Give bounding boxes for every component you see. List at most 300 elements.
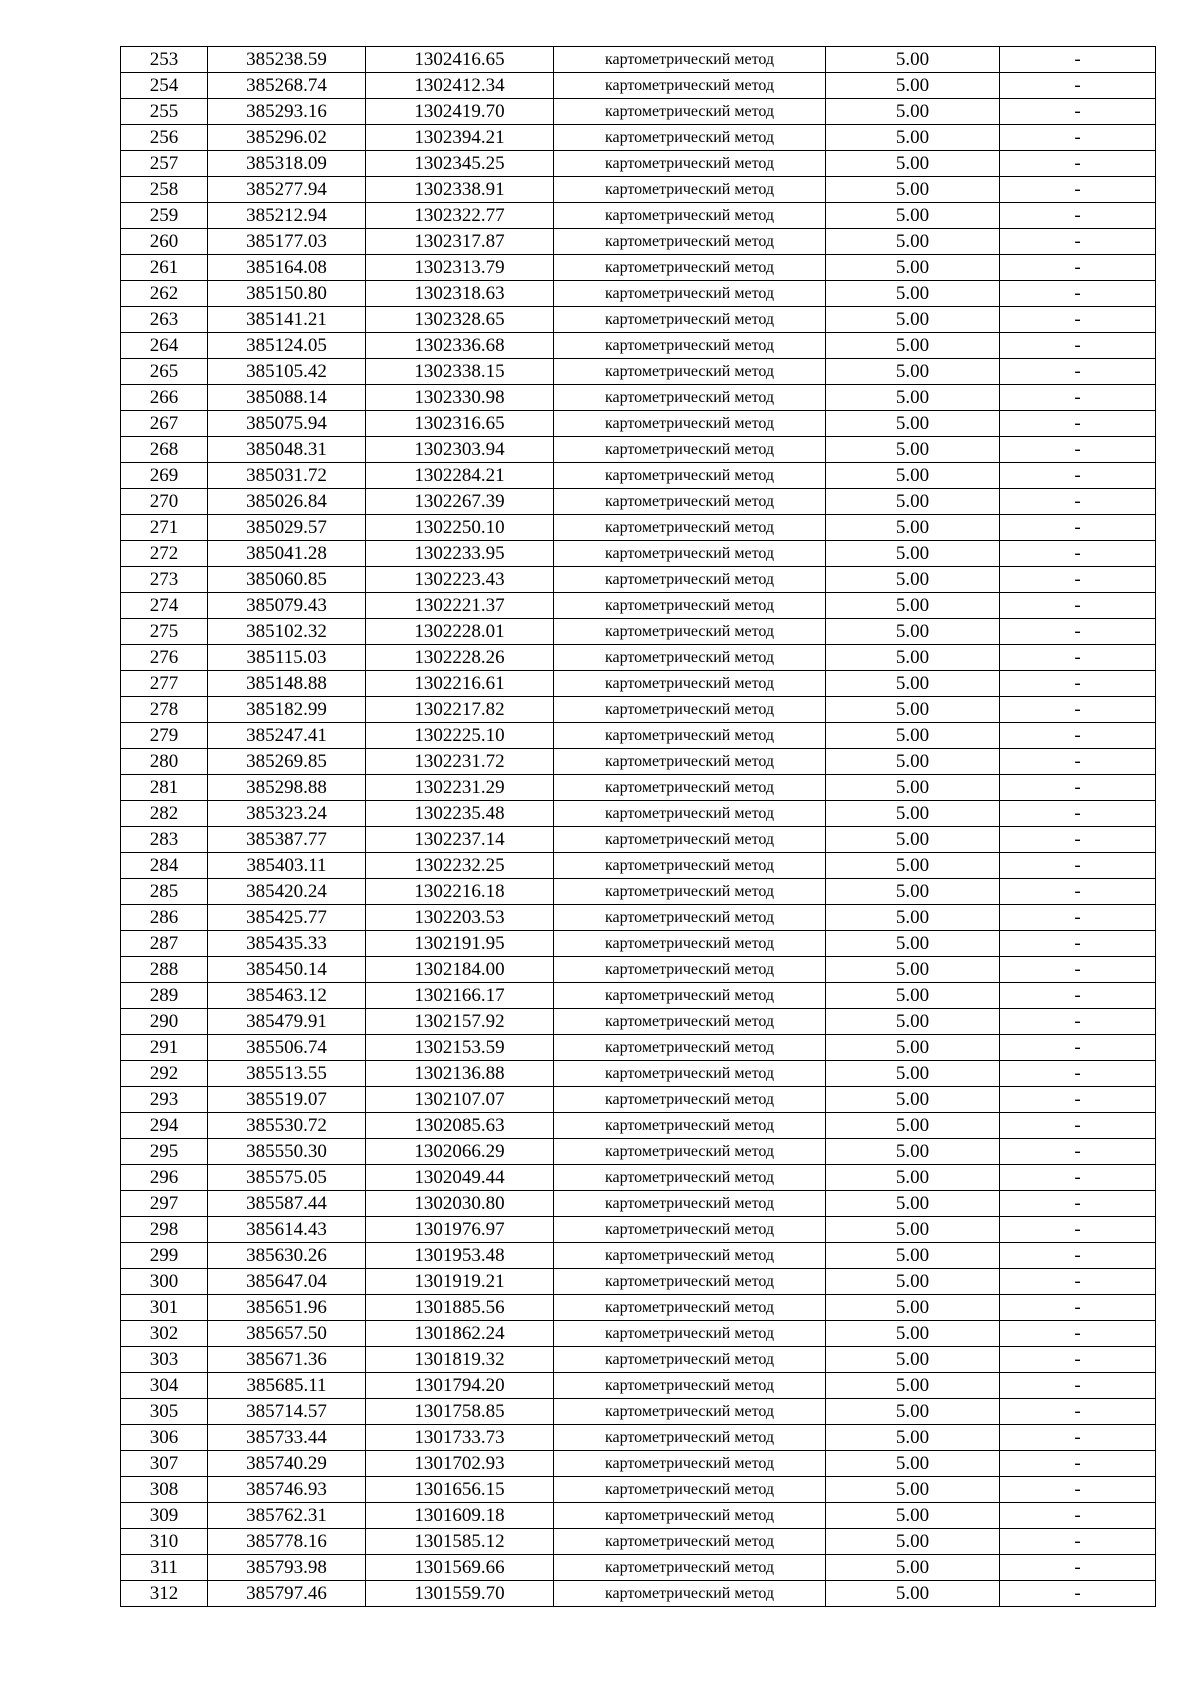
note-cell: - (1000, 1191, 1156, 1217)
table-row (121, 619, 1156, 645)
point-number-cell: 311 (121, 1555, 208, 1581)
table-row (121, 281, 1156, 307)
method-cell: картометрический метод (554, 1555, 826, 1581)
table-row (121, 1217, 1156, 1243)
x-coordinate-cell: 385420.24 (208, 879, 366, 905)
note-cell: - (1000, 879, 1156, 905)
table-row (121, 1035, 1156, 1061)
method-cell: картометрический метод (554, 333, 826, 359)
method-cell: картометрический метод (554, 541, 826, 567)
method-cell: картометрический метод (554, 1477, 826, 1503)
table-row (121, 359, 1156, 385)
accuracy-cell: 5.00 (826, 1113, 1000, 1139)
y-coordinate-cell: 1302049.44 (366, 1165, 554, 1191)
note-cell: - (1000, 47, 1156, 73)
table-row (121, 1373, 1156, 1399)
x-coordinate-cell: 385630.26 (208, 1243, 366, 1269)
method-cell: картометрический метод (554, 1425, 826, 1451)
table-row (121, 47, 1156, 73)
y-coordinate-cell: 1301585.12 (366, 1529, 554, 1555)
table-row (121, 437, 1156, 463)
y-coordinate-cell: 1302231.72 (366, 749, 554, 775)
table-row (121, 1477, 1156, 1503)
x-coordinate-cell: 385793.98 (208, 1555, 366, 1581)
x-coordinate-cell: 385762.31 (208, 1503, 366, 1529)
x-coordinate-cell: 385268.74 (208, 73, 366, 99)
y-coordinate-cell: 1302330.98 (366, 385, 554, 411)
note-cell: - (1000, 1321, 1156, 1347)
y-coordinate-cell: 1301919.21 (366, 1269, 554, 1295)
x-coordinate-cell: 385797.46 (208, 1581, 366, 1607)
point-number-cell: 284 (121, 853, 208, 879)
table-row (121, 671, 1156, 697)
method-cell: картометрический метод (554, 125, 826, 151)
method-cell: картометрический метод (554, 1347, 826, 1373)
table-row (121, 1425, 1156, 1451)
accuracy-cell: 5.00 (826, 489, 1000, 515)
point-number-cell: 261 (121, 255, 208, 281)
note-cell: - (1000, 1503, 1156, 1529)
point-number-cell: 294 (121, 1113, 208, 1139)
x-coordinate-cell: 385298.88 (208, 775, 366, 801)
table-row (121, 1269, 1156, 1295)
y-coordinate-cell: 1302228.01 (366, 619, 554, 645)
method-cell: картометрический метод (554, 853, 826, 879)
note-cell: - (1000, 1399, 1156, 1425)
accuracy-cell: 5.00 (826, 411, 1000, 437)
y-coordinate-cell: 1301862.24 (366, 1321, 554, 1347)
method-cell: картометрический метод (554, 203, 826, 229)
accuracy-cell: 5.00 (826, 1399, 1000, 1425)
accuracy-cell: 5.00 (826, 1555, 1000, 1581)
x-coordinate-cell: 385182.99 (208, 697, 366, 723)
note-cell: - (1000, 931, 1156, 957)
accuracy-cell: 5.00 (826, 541, 1000, 567)
table-row (121, 125, 1156, 151)
point-number-cell: 270 (121, 489, 208, 515)
table-row (121, 645, 1156, 671)
accuracy-cell: 5.00 (826, 1165, 1000, 1191)
table-row (121, 177, 1156, 203)
method-cell: картометрический метод (554, 905, 826, 931)
point-number-cell: 286 (121, 905, 208, 931)
method-cell: картометрический метод (554, 1503, 826, 1529)
y-coordinate-cell: 1302338.15 (366, 359, 554, 385)
accuracy-cell: 5.00 (826, 1347, 1000, 1373)
method-cell: картометрический метод (554, 697, 826, 723)
method-cell: картометрический метод (554, 463, 826, 489)
accuracy-cell: 5.00 (826, 749, 1000, 775)
x-coordinate-cell: 385513.55 (208, 1061, 366, 1087)
y-coordinate-cell: 1302223.43 (366, 567, 554, 593)
accuracy-cell: 5.00 (826, 983, 1000, 1009)
method-cell: картометрический метод (554, 281, 826, 307)
note-cell: - (1000, 957, 1156, 983)
y-coordinate-cell: 1302184.00 (366, 957, 554, 983)
accuracy-cell: 5.00 (826, 593, 1000, 619)
method-cell: картометрический метод (554, 1191, 826, 1217)
point-number-cell: 267 (121, 411, 208, 437)
point-number-cell: 255 (121, 99, 208, 125)
point-number-cell: 266 (121, 385, 208, 411)
x-coordinate-cell: 385141.21 (208, 307, 366, 333)
y-coordinate-cell: 1301733.73 (366, 1425, 554, 1451)
accuracy-cell: 5.00 (826, 73, 1000, 99)
point-number-cell: 299 (121, 1243, 208, 1269)
x-coordinate-cell: 385463.12 (208, 983, 366, 1009)
y-coordinate-cell: 1302030.80 (366, 1191, 554, 1217)
accuracy-cell: 5.00 (826, 957, 1000, 983)
y-coordinate-cell: 1302419.70 (366, 99, 554, 125)
table-row (121, 723, 1156, 749)
accuracy-cell: 5.00 (826, 827, 1000, 853)
table-row (121, 879, 1156, 905)
note-cell: - (1000, 983, 1156, 1009)
point-number-cell: 310 (121, 1529, 208, 1555)
accuracy-cell: 5.00 (826, 697, 1000, 723)
accuracy-cell: 5.00 (826, 853, 1000, 879)
point-number-cell: 280 (121, 749, 208, 775)
point-number-cell: 291 (121, 1035, 208, 1061)
point-number-cell: 304 (121, 1373, 208, 1399)
point-number-cell: 265 (121, 359, 208, 385)
point-number-cell: 264 (121, 333, 208, 359)
y-coordinate-cell: 1302136.88 (366, 1061, 554, 1087)
y-coordinate-cell: 1302153.59 (366, 1035, 554, 1061)
method-cell: картометрический метод (554, 1451, 826, 1477)
method-cell: картометрический метод (554, 1321, 826, 1347)
y-coordinate-cell: 1302267.39 (366, 489, 554, 515)
accuracy-cell: 5.00 (826, 879, 1000, 905)
method-cell: картометрический метод (554, 749, 826, 775)
y-coordinate-cell: 1302416.65 (366, 47, 554, 73)
accuracy-cell: 5.00 (826, 47, 1000, 73)
y-coordinate-cell: 1301976.97 (366, 1217, 554, 1243)
note-cell: - (1000, 463, 1156, 489)
note-cell: - (1000, 697, 1156, 723)
point-number-cell: 301 (121, 1295, 208, 1321)
method-cell: картометрический метод (554, 567, 826, 593)
method-cell: картометрический метод (554, 1009, 826, 1035)
note-cell: - (1000, 411, 1156, 437)
accuracy-cell: 5.00 (826, 333, 1000, 359)
point-number-cell: 312 (121, 1581, 208, 1607)
note-cell: - (1000, 1165, 1156, 1191)
table-row (121, 1139, 1156, 1165)
y-coordinate-cell: 1302394.21 (366, 125, 554, 151)
note-cell: - (1000, 203, 1156, 229)
x-coordinate-cell: 385269.85 (208, 749, 366, 775)
table-row (121, 1165, 1156, 1191)
table-row (121, 775, 1156, 801)
accuracy-cell: 5.00 (826, 307, 1000, 333)
note-cell: - (1000, 1243, 1156, 1269)
note-cell: - (1000, 333, 1156, 359)
note-cell: - (1000, 1035, 1156, 1061)
y-coordinate-cell: 1302232.25 (366, 853, 554, 879)
point-number-cell: 259 (121, 203, 208, 229)
note-cell: - (1000, 619, 1156, 645)
y-coordinate-cell: 1302217.82 (366, 697, 554, 723)
method-cell: картометрический метод (554, 1035, 826, 1061)
y-coordinate-cell: 1301819.32 (366, 1347, 554, 1373)
method-cell: картометрический метод (554, 1061, 826, 1087)
method-cell: картометрический метод (554, 359, 826, 385)
note-cell: - (1000, 1087, 1156, 1113)
y-coordinate-cell: 1302317.87 (366, 229, 554, 255)
accuracy-cell: 5.00 (826, 775, 1000, 801)
accuracy-cell: 5.00 (826, 619, 1000, 645)
x-coordinate-cell: 385102.32 (208, 619, 366, 645)
accuracy-cell: 5.00 (826, 1581, 1000, 1607)
method-cell: картометрический метод (554, 619, 826, 645)
y-coordinate-cell: 1302235.48 (366, 801, 554, 827)
point-number-cell: 275 (121, 619, 208, 645)
note-cell: - (1000, 99, 1156, 125)
table-row (121, 1009, 1156, 1035)
x-coordinate-cell: 385479.91 (208, 1009, 366, 1035)
point-number-cell: 269 (121, 463, 208, 489)
method-cell: картометрический метод (554, 1243, 826, 1269)
y-coordinate-cell: 1301953.48 (366, 1243, 554, 1269)
accuracy-cell: 5.00 (826, 1477, 1000, 1503)
point-number-cell: 260 (121, 229, 208, 255)
x-coordinate-cell: 385296.02 (208, 125, 366, 151)
table-row (121, 697, 1156, 723)
note-cell: - (1000, 905, 1156, 931)
note-cell: - (1000, 1061, 1156, 1087)
method-cell: картометрический метод (554, 1529, 826, 1555)
note-cell: - (1000, 645, 1156, 671)
y-coordinate-cell: 1302228.26 (366, 645, 554, 671)
note-cell: - (1000, 1269, 1156, 1295)
y-coordinate-cell: 1302328.65 (366, 307, 554, 333)
note-cell: - (1000, 307, 1156, 333)
point-number-cell: 309 (121, 1503, 208, 1529)
y-coordinate-cell: 1302166.17 (366, 983, 554, 1009)
x-coordinate-cell: 385277.94 (208, 177, 366, 203)
x-coordinate-cell: 385212.94 (208, 203, 366, 229)
y-coordinate-cell: 1302157.92 (366, 1009, 554, 1035)
coordinates-table-body (121, 47, 1156, 1607)
x-coordinate-cell: 385164.08 (208, 255, 366, 281)
point-number-cell: 263 (121, 307, 208, 333)
note-cell: - (1000, 801, 1156, 827)
x-coordinate-cell: 385115.03 (208, 645, 366, 671)
x-coordinate-cell: 385026.84 (208, 489, 366, 515)
x-coordinate-cell: 385685.11 (208, 1373, 366, 1399)
accuracy-cell: 5.00 (826, 1061, 1000, 1087)
y-coordinate-cell: 1302107.07 (366, 1087, 554, 1113)
y-coordinate-cell: 1301885.56 (366, 1295, 554, 1321)
method-cell: картометрический метод (554, 47, 826, 73)
y-coordinate-cell: 1302313.79 (366, 255, 554, 281)
method-cell: картометрический метод (554, 879, 826, 905)
note-cell: - (1000, 723, 1156, 749)
x-coordinate-cell: 385075.94 (208, 411, 366, 437)
x-coordinate-cell: 385425.77 (208, 905, 366, 931)
note-cell: - (1000, 281, 1156, 307)
accuracy-cell: 5.00 (826, 1321, 1000, 1347)
method-cell: картометрический метод (554, 73, 826, 99)
method-cell: картометрический метод (554, 1165, 826, 1191)
table-row (121, 567, 1156, 593)
table-row (121, 1087, 1156, 1113)
method-cell: картометрический метод (554, 827, 826, 853)
method-cell: картометрический метод (554, 177, 826, 203)
point-number-cell: 253 (121, 47, 208, 73)
table-row (121, 151, 1156, 177)
point-number-cell: 290 (121, 1009, 208, 1035)
point-number-cell: 287 (121, 931, 208, 957)
table-row (121, 385, 1156, 411)
point-number-cell: 306 (121, 1425, 208, 1451)
x-coordinate-cell: 385031.72 (208, 463, 366, 489)
note-cell: - (1000, 229, 1156, 255)
y-coordinate-cell: 1301569.66 (366, 1555, 554, 1581)
x-coordinate-cell: 385060.85 (208, 567, 366, 593)
x-coordinate-cell: 385150.80 (208, 281, 366, 307)
table-row (121, 255, 1156, 281)
method-cell: картометрический метод (554, 983, 826, 1009)
x-coordinate-cell: 385651.96 (208, 1295, 366, 1321)
note-cell: - (1000, 853, 1156, 879)
accuracy-cell: 5.00 (826, 1373, 1000, 1399)
method-cell: картометрический метод (554, 1269, 826, 1295)
accuracy-cell: 5.00 (826, 1009, 1000, 1035)
x-coordinate-cell: 385323.24 (208, 801, 366, 827)
accuracy-cell: 5.00 (826, 151, 1000, 177)
point-number-cell: 274 (121, 593, 208, 619)
y-coordinate-cell: 1302322.77 (366, 203, 554, 229)
method-cell: картометрический метод (554, 723, 826, 749)
accuracy-cell: 5.00 (826, 359, 1000, 385)
accuracy-cell: 5.00 (826, 99, 1000, 125)
note-cell: - (1000, 775, 1156, 801)
y-coordinate-cell: 1301609.18 (366, 1503, 554, 1529)
point-number-cell: 283 (121, 827, 208, 853)
point-number-cell: 257 (121, 151, 208, 177)
point-number-cell: 282 (121, 801, 208, 827)
accuracy-cell: 5.00 (826, 1139, 1000, 1165)
method-cell: картометрический метод (554, 515, 826, 541)
x-coordinate-cell: 385029.57 (208, 515, 366, 541)
x-coordinate-cell: 385575.05 (208, 1165, 366, 1191)
x-coordinate-cell: 385124.05 (208, 333, 366, 359)
x-coordinate-cell: 385403.11 (208, 853, 366, 879)
y-coordinate-cell: 1302303.94 (366, 437, 554, 463)
note-cell: - (1000, 385, 1156, 411)
x-coordinate-cell: 385550.30 (208, 1139, 366, 1165)
table-row (121, 1321, 1156, 1347)
note-cell: - (1000, 1451, 1156, 1477)
x-coordinate-cell: 385530.72 (208, 1113, 366, 1139)
table-row (121, 1061, 1156, 1087)
table-row (121, 905, 1156, 931)
point-number-cell: 281 (121, 775, 208, 801)
method-cell: картометрический метод (554, 1087, 826, 1113)
point-number-cell: 297 (121, 1191, 208, 1217)
table-row (121, 1581, 1156, 1607)
y-coordinate-cell: 1302345.25 (366, 151, 554, 177)
table-row (121, 1295, 1156, 1321)
note-cell: - (1000, 151, 1156, 177)
x-coordinate-cell: 385778.16 (208, 1529, 366, 1555)
note-cell: - (1000, 1295, 1156, 1321)
note-cell: - (1000, 1373, 1156, 1399)
method-cell: картометрический метод (554, 1581, 826, 1607)
point-number-cell: 308 (121, 1477, 208, 1503)
table-row (121, 1191, 1156, 1217)
note-cell: - (1000, 1347, 1156, 1373)
x-coordinate-cell: 385048.31 (208, 437, 366, 463)
table-row (121, 73, 1156, 99)
method-cell: картометрический метод (554, 593, 826, 619)
y-coordinate-cell: 1302225.10 (366, 723, 554, 749)
method-cell: картометрический метод (554, 645, 826, 671)
point-number-cell: 272 (121, 541, 208, 567)
note-cell: - (1000, 489, 1156, 515)
note-cell: - (1000, 515, 1156, 541)
table-row (121, 801, 1156, 827)
note-cell: - (1000, 1425, 1156, 1451)
point-number-cell: 288 (121, 957, 208, 983)
y-coordinate-cell: 1302191.95 (366, 931, 554, 957)
point-number-cell: 295 (121, 1139, 208, 1165)
y-coordinate-cell: 1302250.10 (366, 515, 554, 541)
y-coordinate-cell: 1302336.68 (366, 333, 554, 359)
y-coordinate-cell: 1302216.61 (366, 671, 554, 697)
x-coordinate-cell: 385041.28 (208, 541, 366, 567)
note-cell: - (1000, 1477, 1156, 1503)
x-coordinate-cell: 385647.04 (208, 1269, 366, 1295)
note-cell: - (1000, 567, 1156, 593)
x-coordinate-cell: 385657.50 (208, 1321, 366, 1347)
x-coordinate-cell: 385105.42 (208, 359, 366, 385)
point-number-cell: 271 (121, 515, 208, 541)
table-row (121, 983, 1156, 1009)
method-cell: картометрический метод (554, 931, 826, 957)
accuracy-cell: 5.00 (826, 905, 1000, 931)
table-row (121, 489, 1156, 515)
table-row (121, 1529, 1156, 1555)
table-row (121, 749, 1156, 775)
y-coordinate-cell: 1301656.15 (366, 1477, 554, 1503)
x-coordinate-cell: 385318.09 (208, 151, 366, 177)
accuracy-cell: 5.00 (826, 255, 1000, 281)
accuracy-cell: 5.00 (826, 1087, 1000, 1113)
method-cell: картометрический метод (554, 255, 826, 281)
point-number-cell: 303 (121, 1347, 208, 1373)
table-row (121, 1451, 1156, 1477)
table-row (121, 1503, 1156, 1529)
x-coordinate-cell: 385079.43 (208, 593, 366, 619)
accuracy-cell: 5.00 (826, 385, 1000, 411)
point-number-cell: 285 (121, 879, 208, 905)
table-row (121, 1113, 1156, 1139)
x-coordinate-cell: 385714.57 (208, 1399, 366, 1425)
point-number-cell: 277 (121, 671, 208, 697)
x-coordinate-cell: 385614.43 (208, 1217, 366, 1243)
method-cell: картометрический метод (554, 411, 826, 437)
table-row (121, 99, 1156, 125)
table-row (121, 593, 1156, 619)
method-cell: картометрический метод (554, 307, 826, 333)
accuracy-cell: 5.00 (826, 1425, 1000, 1451)
accuracy-cell: 5.00 (826, 671, 1000, 697)
x-coordinate-cell: 385247.41 (208, 723, 366, 749)
table-row (121, 931, 1156, 957)
